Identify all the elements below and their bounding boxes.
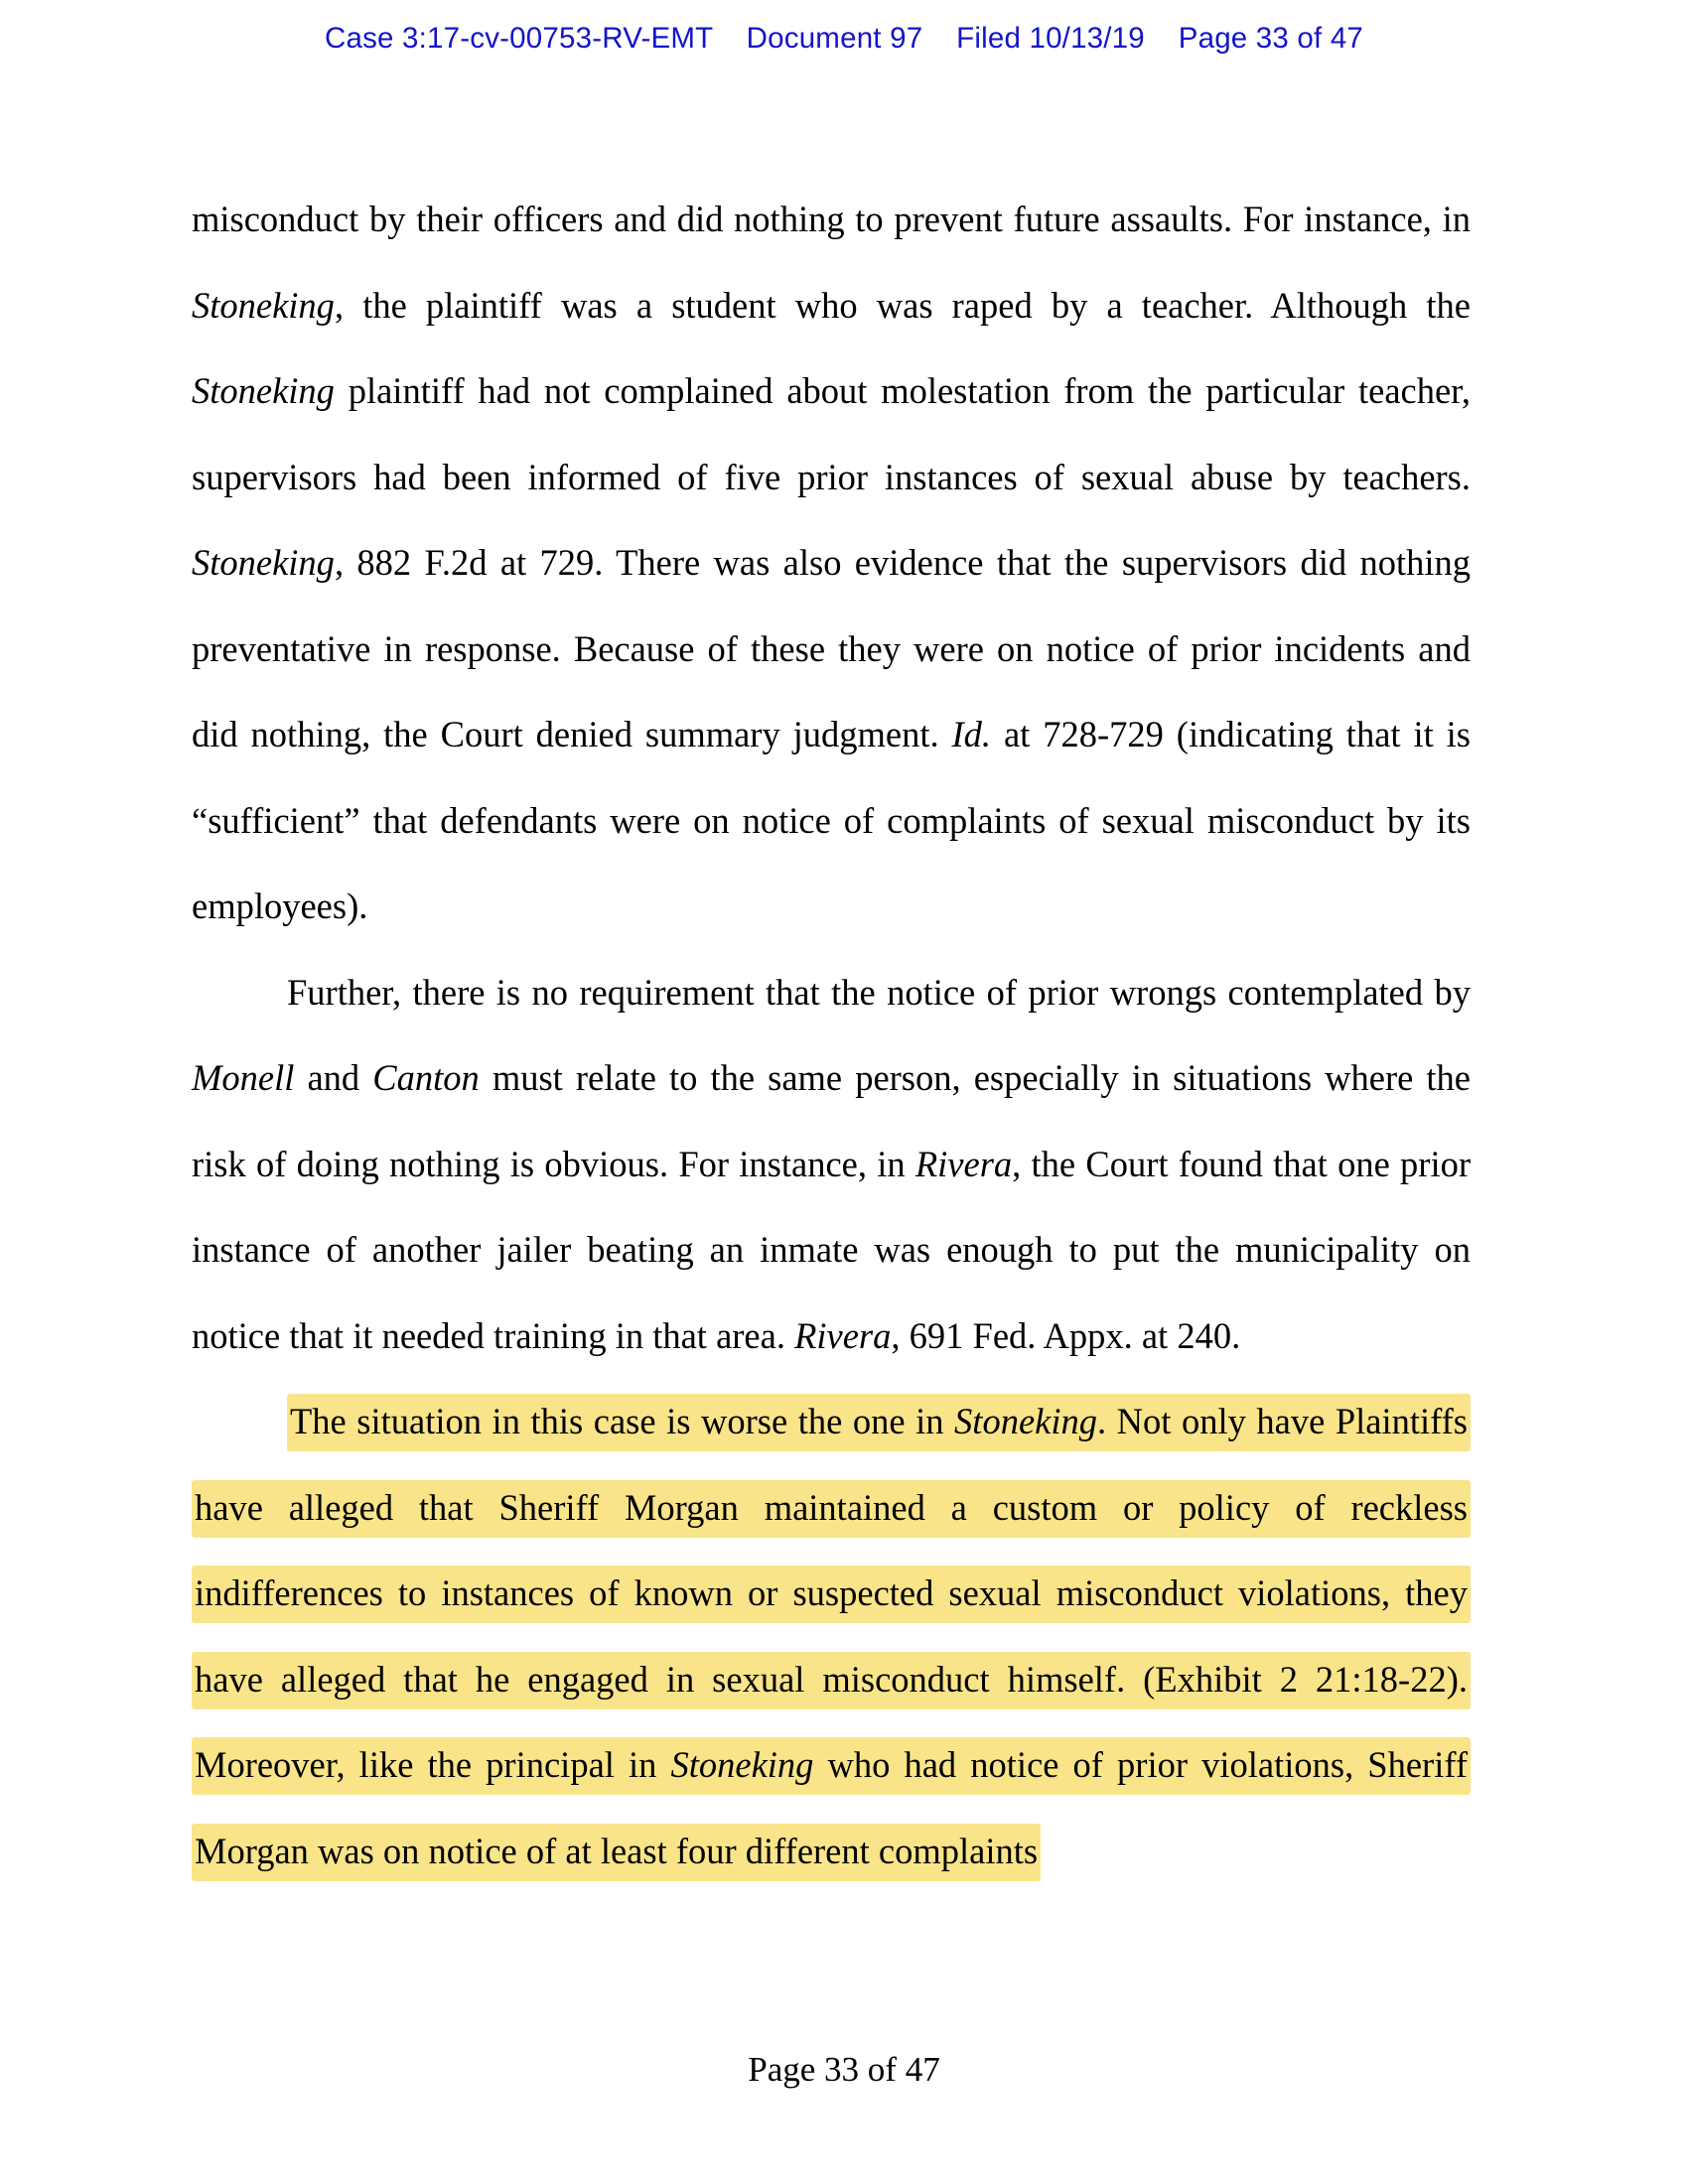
case-citation-italic: Stoneking — [954, 1401, 1097, 1441]
text-run: must relate to the same person, especially in situations where the risk of doing nothing is obvious. For instance, in — [192, 1057, 1472, 1184]
text-run: The situation in this case is worse the one in — [290, 1401, 955, 1441]
text-run: plaintiff had not complained about molestation from the particular teacher, supervisors had been informed of five prior instances of sexual abuse by teachers. — [192, 370, 1471, 497]
case-citation-italic: Stoneking — [192, 370, 335, 411]
case-citation-italic: Stoneking — [192, 542, 335, 583]
text-run: who had notice of prior violations, Sheriff Morgan was on notice of at least four different complaints — [195, 1744, 1468, 1871]
paragraph-3-highlighted — [192, 1379, 1471, 1894]
paragraph-1 — [192, 177, 1471, 950]
case-citation-italic: Rivera — [914, 1143, 1013, 1184]
highlight-marker — [192, 1394, 1471, 1881]
document-body — [192, 177, 1471, 1894]
case-citation-italic: Stoneking — [670, 1744, 814, 1785]
text-run: , the Court found that one prior instance of another jailer beating an inmate was enough to put the municipality on notice that it needed training in that area. — [192, 1143, 1471, 1356]
text-run: . Not only have Plaintiffs have alleged that Sheriff Morgan maintained a custom or policy of reckless indifferences to instances of known or suspected sexual misconduct violations, they have alleged that he engaged in sexual misconduct himself. (Exhibit 2 21:18-22). Moreover, like the principal in — [195, 1401, 1468, 1785]
header-case-number: Case 3:17-cv-00753-RV-EMT — [324, 22, 713, 55]
case-citation-italic: Monell — [192, 1057, 295, 1098]
text-run: and — [294, 1057, 373, 1098]
text-run: , the plaintiff was a student who was raped by a teacher. Although the — [334, 284, 1471, 326]
page-footer: Page 33 of 47 — [748, 2050, 940, 2089]
header-filed-date: Filed 10/13/19 — [956, 22, 1145, 55]
ecf-header-stamp — [0, 22, 1688, 56]
case-citation-italic: Canton — [372, 1057, 480, 1098]
header-page-label: Page 33 of 47 — [1178, 22, 1364, 55]
text-run: misconduct by their officers and did nothing to prevent future assaults. For instance, in — [192, 199, 1471, 239]
text-run: , 691 Fed. Appx. at 240. — [891, 1314, 1241, 1356]
text-run: at 728-729 (indicating that it is “sufficient” that defendants were on notice of complaints of sexual misconduct by its employees). — [192, 714, 1471, 926]
case-citation-italic: Stoneking — [192, 284, 335, 326]
text-run: Further, there is no requirement that the notice of prior wrongs contemplated by — [287, 971, 1471, 1013]
paragraph-2 — [192, 950, 1471, 1380]
header-document-number: Document 97 — [746, 22, 923, 55]
text-run: , 882 F.2d at 729. There was also evidence that the supervisors did nothing preventative in response. Because of these they were on notice of prior incidents and did nothing, the Court denied summary judgment. — [192, 542, 1471, 754]
case-citation-italic: Id. — [951, 714, 992, 754]
case-citation-italic: Rivera — [794, 1314, 892, 1356]
